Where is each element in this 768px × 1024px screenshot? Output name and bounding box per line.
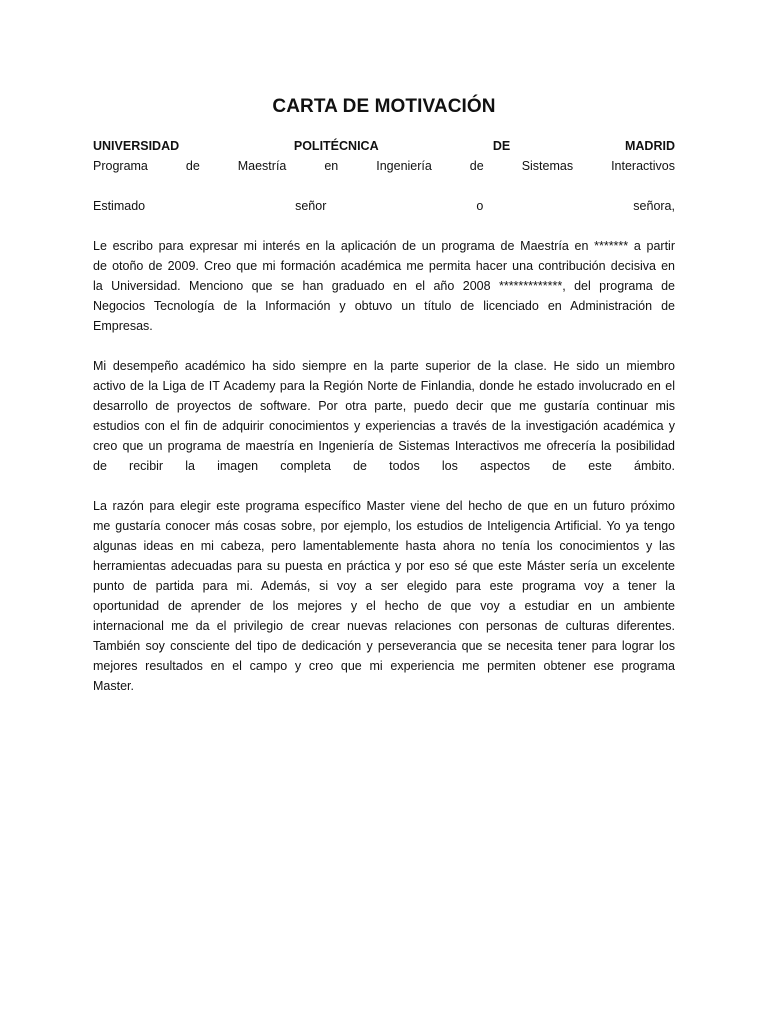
paragraph-line: estudios con el fin de adquirir conocimientos y experiencias a través de la investigación académica y	[93, 419, 675, 433]
paragraph-line: También soy consciente del tipo de dedicación y perseverancia que se necesita tener para lograr los	[93, 639, 675, 653]
letter-title: CARTA DE MOTIVACIÓN	[272, 96, 496, 117]
paragraph-line: Master.	[93, 679, 134, 693]
recipient-block	[93, 136, 675, 176]
paragraph-line: internacional me da el privilegio de crear nuevas relaciones con personas de culturas diferentes.	[93, 619, 675, 633]
paragraph-line: punto de partida para mi. Además, si voy a ser elegido para este programa voy a tener la	[93, 579, 675, 593]
university-name: UNIVERSIDAD POLITÉCNICA DE MADRID	[93, 139, 675, 153]
paragraph-line: desarrollo de proyectos de software. Por otra parte, puedo decir que me gustaría continuar mis	[93, 399, 675, 413]
paragraph-2	[93, 356, 675, 476]
paragraph-line: Negocios Tecnología de la Información y obtuvo un título de licenciado en Administración de	[93, 299, 675, 313]
paragraph-line: me gustaría conocer más cosas sobre, por ejemplo, los estudios de Inteligencia Artificial. Yo ya tengo	[93, 519, 675, 533]
salutation: Estimado señor o señora,	[93, 199, 675, 213]
paragraph-line: La razón para elegir este programa específico Master viene del hecho de que en un futuro próximo	[93, 499, 675, 513]
letter-body	[93, 136, 675, 716]
program-name: Programa de Maestría en Ingeniería de Sistemas Interactivos	[93, 159, 675, 173]
salutation-block	[93, 196, 675, 216]
paragraph-line: oportunidad de aprender de los mejores y el hecho de que voy a estudiar en un ambiente	[93, 599, 675, 613]
paragraph-line: de recibir la imagen completa de todos los aspectos de este ámbito.	[93, 459, 675, 473]
paragraph-3	[93, 496, 675, 696]
paragraph-line: Empresas.	[93, 319, 153, 333]
paragraph-1	[93, 236, 675, 336]
paragraph-line: Le escribo para expresar mi interés en la aplicación de un programa de Maestría en ******* a partir	[93, 239, 675, 253]
paragraph-line: algunas ideas en mi cabeza, pero lamentablemente hasta ahora no tenía los conocimientos y las	[93, 539, 675, 553]
paragraph-line: la Universidad. Menciono que se han graduado en el año 2008 *************, del programa de	[93, 279, 675, 293]
paragraph-line: creo que un programa de maestría en Ingeniería de Sistemas Interactivos me ofrecería la posibilidad	[93, 439, 675, 453]
paragraph-line: herramientas adecuadas para su puesta en práctica y por eso sé que este Máster sería un excelente	[93, 559, 675, 573]
paragraph-line: Mi desempeño académico ha sido siempre en la parte superior de la clase. He sido un miembro	[93, 359, 675, 373]
paragraph-line: mejores resultados en el campo y creo que mi experiencia me permiten obtener ese programa	[93, 659, 675, 673]
paragraph-line: de otoño de 2009. Creo que mi formación académica me permita hacer una contribución decisiva en	[93, 259, 675, 273]
paragraph-line: activo de la Liga de IT Academy para la Región Norte de Finlandia, donde he estado involucrado en el	[93, 379, 675, 393]
